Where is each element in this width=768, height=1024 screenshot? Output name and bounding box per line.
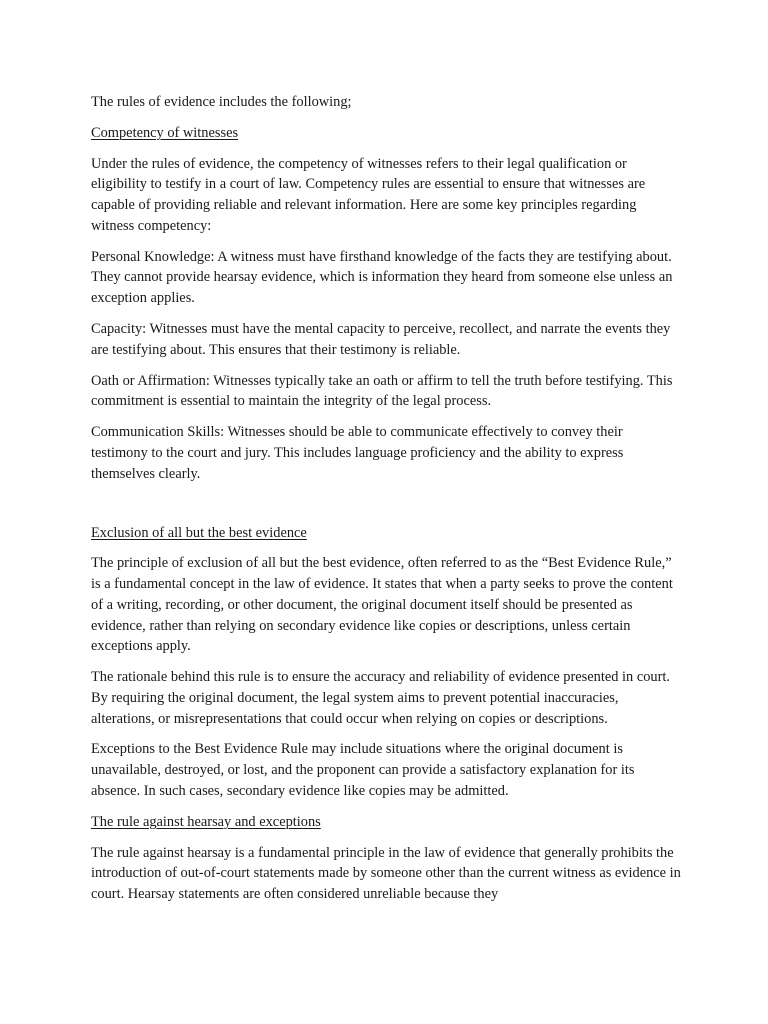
paragraph: Capacity: Witnesses must have the mental capacity to perceive, recollect, and narrate the events they are testifying about. This ensures that their testimony is reliable. <box>91 321 671 358</box>
heading-hearsay: The rule against hearsay and exceptions <box>91 813 321 830</box>
heading-best-evidence: Exclusion of all but the best evidence <box>91 524 307 541</box>
intro-text: The rules of evidence includes the following; <box>91 94 352 110</box>
paragraph: Personal Knowledge: A witness must have firsthand knowledge of the facts they are testifying about. They cannot provide hearsay evidence, which is information they heard from someone else unless an exception applies. <box>91 248 673 307</box>
paragraph: Communication Skills: Witnesses should be able to communicate effectively to convey their testimony to the court and jury. This includes language proficiency and the ability to express themselves clearly. <box>91 424 624 482</box>
paragraph: The rule against hearsay is a fundamental principle in the law of evidence that generally prohibits the introduction of out-of-court statements made by someone other than the current witness as evidence in court. Hearsay statements are often considered unreliable because they <box>91 844 681 903</box>
section-spacer <box>91 495 681 523</box>
paragraph: The principle of exclusion of all but the best evidence, often referred to as the “Best Evidence Rule,” is a fundamental concept in the law of evidence. It states that when a party seeks to prove the content of a writing, recording, or other document, the original document itself should be presented as evidence, rather than relying on secondary evidence like copies or descriptions, unless certain exceptions apply. <box>91 555 673 655</box>
paragraph: Under the rules of evidence, the competency of witnesses refers to their legal qualification or eligibility to testify in a court of law. Competency rules are essential to ensure that witnesses are capable of providing reliable and relevant information. Here are some key principles regarding witness competency: <box>91 155 646 234</box>
paragraph: The rationale behind this rule is to ensure the accuracy and reliability of evidence presented in court. By requiring the original document, the legal system aims to prevent potential inaccuracies, alterations, or misrepresentations that could occur when relying on copies or descriptions. <box>91 669 670 727</box>
heading-competency-of-witnesses: Competency of witnesses <box>91 124 239 141</box>
paragraph: Oath or Affirmation: Witnesses typically take an oath or affirm to tell the truth before testifying. This commitment is essential to maintain the integrity of the legal process. <box>91 372 673 410</box>
paragraph: Exceptions to the Best Evidence Rule may include situations where the original document is unavailable, destroyed, or lost, and the proponent can provide a satisfactory explanation for its absence. In such cases, secondary evidence like copies may be admitted. <box>91 741 635 799</box>
document-page <box>91 92 681 915</box>
